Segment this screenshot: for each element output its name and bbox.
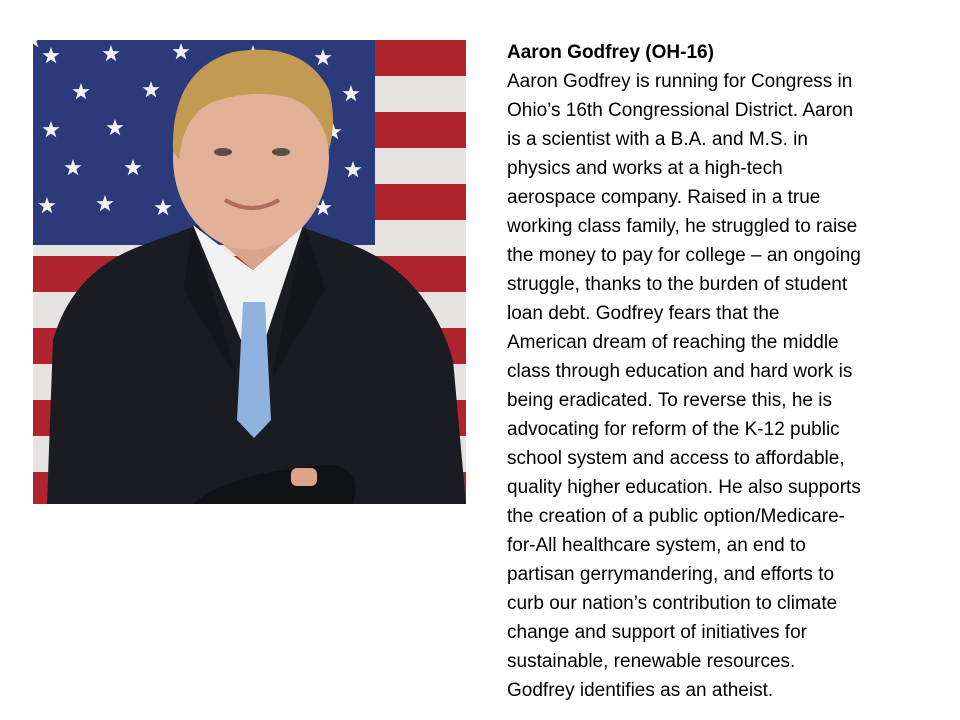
bio-line: struggle, thanks to the burden of student [507,274,848,295]
bio-line: Aaron Godfrey is running for Congress in [507,71,853,92]
bio-line: is a scientist with a B.A. and M.S. in [507,129,808,150]
bio-text-box [507,38,932,705]
bio-line: partisan gerrymandering, and efforts to [507,564,835,585]
candidate-portrait-photo [33,40,466,504]
bio-line: loan debt. Godfrey fears that the [507,303,780,324]
bio-line: aerospace company. Raised in a true [507,187,821,208]
bio-line: class through education and hard work is [507,361,853,382]
bio-line: the creation of a public option/Medicare- [507,506,845,527]
bio-line: curb our nation’s contribution to climate [507,593,838,614]
bio-line: the money to pay for college – an ongoing [507,245,861,266]
bio-line: quality higher education. He also supports [507,477,861,498]
bio-line: physics and works at a high-tech [507,158,783,179]
bio-line: for-All healthcare system, an end to [507,535,806,556]
tie [237,302,271,438]
bio-line: working class family, he struggled to raise [507,216,858,237]
bio-line: school system and access to affordable, [507,448,845,469]
bio-line: American dream of reaching the middle [507,332,839,353]
bio-line: sustainable, renewable resources. [507,651,796,672]
bio-line: change and support of initiatives for [507,622,807,643]
candidate-title: Aaron Godfrey (OH-16) [507,42,714,63]
bio-line: advocating for reform of the K-12 public [507,419,840,440]
bio-line: Ohio’s 16th Congressional District. Aaron [507,100,854,121]
bio-line: being eradicated. To reverse this, he is [507,390,832,411]
bio-line: Godfrey identifies as an atheist. [507,680,774,701]
